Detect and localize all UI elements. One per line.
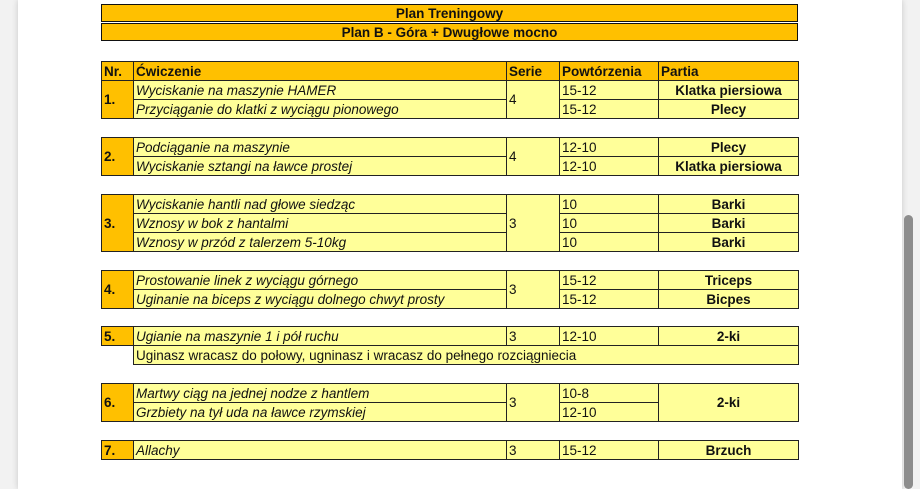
- reps-value[interactable]: 10: [559, 194, 659, 214]
- body-part[interactable]: Barki: [658, 194, 799, 214]
- exercise-name[interactable]: Martwy ciąg na jednej nodze z hantlem: [133, 383, 507, 403]
- reps-value[interactable]: 15-12: [559, 80, 659, 100]
- sets-value[interactable]: 3: [506, 326, 560, 346]
- reps-value[interactable]: 15-12: [559, 440, 659, 460]
- reps-value[interactable]: 12-10: [559, 137, 659, 157]
- exercise-name[interactable]: Grzbiety na tył uda na ławce rzymskiej: [133, 402, 507, 422]
- body-part[interactable]: Bicpes: [658, 289, 799, 309]
- header-nr[interactable]: Nr.: [101, 61, 134, 81]
- reps-value[interactable]: 15-12: [559, 289, 659, 309]
- exercise-name[interactable]: Ugianie na maszynie 1 i pół ruchu: [133, 326, 507, 346]
- exercise-name[interactable]: Przyciąganie do klatki z wyciągu pionowego: [133, 99, 507, 119]
- exercise-name[interactable]: Prostowanie linek z wyciągu górnego: [133, 270, 507, 290]
- body-part[interactable]: Klatka piersiowa: [658, 156, 799, 176]
- body-part[interactable]: Barki: [658, 232, 799, 252]
- sets-value[interactable]: 3: [506, 440, 560, 460]
- header-part[interactable]: Partia: [658, 61, 799, 81]
- exercise-name[interactable]: Wyciskanie na maszynie HAMER: [133, 80, 507, 100]
- exercise-name[interactable]: Uginanie na biceps z wyciągu dolnego chwyt prosty: [133, 289, 507, 309]
- group-number[interactable]: 5.: [101, 326, 134, 346]
- exercise-note[interactable]: Uginasz wracasz do połowy, ugninasz i wracasz do pełnego rozciągniecia: [133, 345, 799, 365]
- plan-title: Plan Treningowy: [101, 4, 798, 22]
- reps-value[interactable]: 15-12: [559, 270, 659, 290]
- reps-value[interactable]: 15-12: [559, 99, 659, 119]
- body-part[interactable]: 2-ki: [658, 383, 799, 422]
- body-part[interactable]: Triceps: [658, 270, 799, 290]
- group-number[interactable]: 4.: [101, 270, 134, 309]
- exercise-name[interactable]: Podciąganie na maszynie: [133, 137, 507, 157]
- sets-value[interactable]: 3: [506, 270, 560, 309]
- sets-value[interactable]: 3: [506, 383, 560, 422]
- header-exercise[interactable]: Ćwiczenie: [133, 61, 507, 81]
- reps-value[interactable]: 12-10: [559, 402, 659, 422]
- reps-value[interactable]: 12-10: [559, 156, 659, 176]
- body-part[interactable]: Klatka piersiowa: [658, 80, 799, 100]
- body-part[interactable]: Barki: [658, 213, 799, 233]
- exercise-name[interactable]: Wznosy w bok z hantalmi: [133, 213, 507, 233]
- exercise-name[interactable]: Wyciskanie hantli nad głowe siedząc: [133, 194, 507, 214]
- reps-value[interactable]: 10: [559, 232, 659, 252]
- group-number[interactable]: 3.: [101, 194, 134, 252]
- reps-value[interactable]: 10-8: [559, 383, 659, 403]
- group-number[interactable]: 2.: [101, 137, 134, 176]
- group-number[interactable]: 7.: [101, 440, 134, 460]
- group-number[interactable]: 6.: [101, 383, 134, 422]
- group-number[interactable]: 1.: [101, 80, 134, 119]
- exercise-name[interactable]: Allachy: [133, 440, 507, 460]
- sets-value[interactable]: 4: [506, 137, 560, 176]
- header-reps[interactable]: Powtórzenia: [559, 61, 659, 81]
- reps-value[interactable]: 10: [559, 213, 659, 233]
- exercise-name[interactable]: Wznosy w przód z talerzem 5-10kg: [133, 232, 507, 252]
- body-part[interactable]: Plecy: [658, 99, 799, 119]
- exercise-name[interactable]: Wyciskanie sztangi na ławce prostej: [133, 156, 507, 176]
- plan-subtitle: Plan B - Góra + Dwugłowe mocno: [101, 23, 798, 41]
- sets-value[interactable]: 4: [506, 80, 560, 119]
- body-part[interactable]: Plecy: [658, 137, 799, 157]
- vertical-scrollbar[interactable]: [904, 215, 913, 489]
- body-part[interactable]: 2-ki: [658, 326, 799, 346]
- header-sets[interactable]: Serie: [506, 61, 560, 81]
- sets-value[interactable]: 3: [506, 194, 560, 252]
- reps-value[interactable]: 12-10: [559, 326, 659, 346]
- body-part[interactable]: Brzuch: [658, 440, 799, 460]
